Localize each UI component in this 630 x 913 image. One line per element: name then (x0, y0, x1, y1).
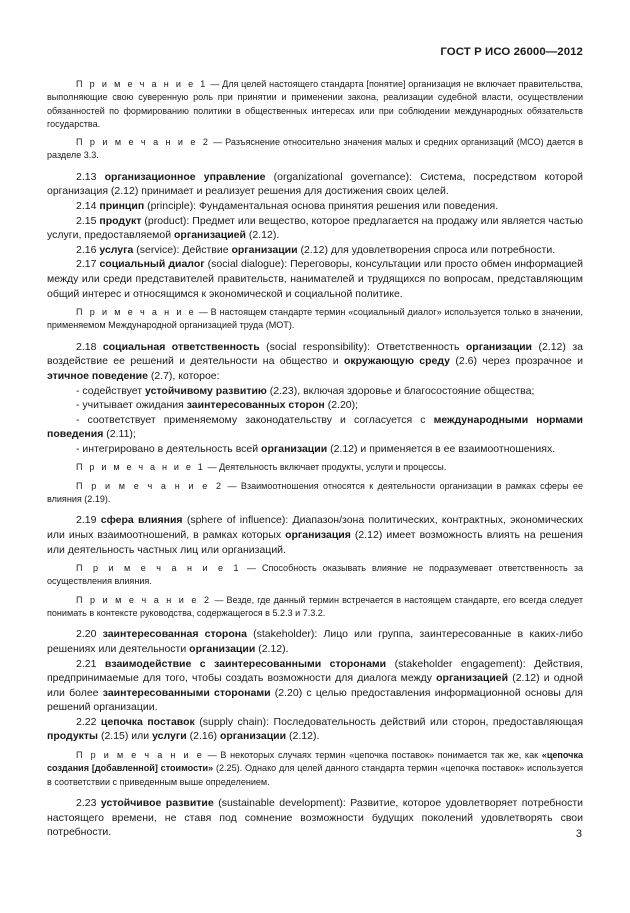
text-run: (2.7), которое: (147, 369, 220, 382)
text-run: — Деятельность включает продукты, услуги и процессы. (205, 462, 447, 473)
note-paragraph (47, 461, 583, 474)
text-run: 2.23 (76, 796, 101, 809)
bold-term: организацией (436, 672, 509, 685)
text-run: 2.14 (76, 199, 100, 212)
text-run: 2.18 (76, 340, 103, 353)
term-definition (47, 627, 583, 656)
text-run: (service): Действие (133, 243, 232, 256)
text-run: 2.19 (76, 514, 101, 527)
note-label: П р и м е ч а н и е 2 (76, 594, 212, 605)
term-definition (47, 796, 583, 840)
bold-term: окружающую среду (343, 355, 451, 368)
text-run: 2.13 (76, 170, 105, 183)
note-paragraph (47, 306, 583, 333)
bold-term: услуга (99, 243, 134, 256)
text-run: (social responsibility): Ответственность (259, 340, 466, 353)
term-definition (47, 715, 583, 744)
note-paragraph (47, 594, 583, 621)
text-run: (2.16) (186, 730, 220, 743)
text-run: 2.15 (76, 214, 100, 227)
term-definition (47, 214, 583, 243)
bold-term: заинтересованными сторонами (102, 686, 271, 699)
term-definition (47, 513, 583, 557)
bold-term: организации (465, 340, 532, 353)
bold-term: организационное управление (104, 170, 266, 183)
note-label: П р и м е ч а н и е (76, 307, 196, 318)
bold-term: взаимодействие с заинтересованными сторонами (104, 657, 387, 670)
text-run: (principle): Фундаментальная основа принятия решения или поведения. (144, 199, 499, 212)
document-body (47, 78, 583, 840)
text-run: 2.16 (76, 243, 100, 256)
text-run: 2.20 (76, 628, 103, 641)
bold-term: организации (231, 243, 298, 256)
text-run: (sphere of influence): Диапазон/зона политических, контрактных, экономических или иных взаимоотношений, в рамках которых (47, 514, 584, 541)
note-paragraph (47, 136, 583, 163)
bullet-item (47, 413, 583, 442)
text-run: 2.17 (76, 258, 100, 271)
text-run: (2.6) через прозрачное и (450, 355, 583, 368)
text-run: — Везде, где данный термин встречается в настоящем стандарте, его всегда следует понимать в контексте руководства, содержащегося в 5.2.3 и 7.3.2. (47, 594, 584, 619)
term-definition (47, 199, 583, 214)
bold-term: «цепочка создания [добавленной] стоимости» (47, 750, 583, 774)
bold-term: принцип (99, 199, 145, 212)
note-label: П р и м е ч а н и е (76, 750, 204, 761)
bold-term: организация (285, 528, 351, 541)
text-run: - учитывает ожидания (76, 399, 187, 412)
bold-term: социальная ответственность (102, 340, 260, 353)
note-paragraph (47, 480, 583, 507)
bold-term: услуги (152, 730, 187, 743)
text-run: — Способность оказывать влияние не подразумевает ответственность за осуществления влияния. (47, 563, 583, 587)
bold-term: заинтересованных сторон (186, 399, 325, 412)
bold-term: социальный диалог (99, 258, 205, 271)
term-definition (47, 657, 583, 715)
note-label: П р и м е ч а н и е 2 (76, 137, 211, 148)
note-label: П р и м е ч а н и е 1 (76, 563, 241, 574)
document-header: ГОСТ Р ИСО 26000—2012 (440, 46, 583, 58)
note-paragraph (47, 562, 583, 589)
text-run: — Для целей настоящего стандарта [понятие] организация не включает правительства, выполняющие свою суверенную роль при принятии и применении закона, реализации судебной власти, осуществлении обязанностей по формированию политики в общественных интересах или при соблюдении международных обязательств государства. (47, 79, 583, 129)
text-run: (2.25). Однако для целей данного стандарта термин «цепочка поставок» используется в соответствии с приведенным выше определением. (47, 763, 583, 787)
text-run: (organizational governance): Система, посредством которой организация (2.12) принимает и реализует решения для достижения своих целей. (47, 170, 583, 198)
text-run: (2.12) и применяется в ее взаимоотношениях. (327, 442, 556, 455)
bullet-item (47, 398, 583, 413)
text-run: (social dialogue): Переговоры, консультации или просто обмен информацией между или среди представителей правительств, нанимателей и трудящихся по вопросам, представляющим общий интерес и относящимся к экономической и социальной политике. (47, 258, 584, 300)
text-run: 2.22 (76, 715, 101, 728)
text-run: (2.12). (255, 642, 289, 655)
note-label: П р и м е ч а н и е 1 (76, 79, 208, 89)
text-run: (stakeholder): Лицо или группа, заинтересованные в каких-либо решениях или деятельности (47, 628, 583, 655)
bullet-item (47, 384, 583, 399)
text-run: (2.12) за воздействие ее решений и деятельности на общество и (47, 340, 583, 368)
text-run: 2.21 (76, 657, 105, 670)
bullet-item (47, 442, 583, 457)
text-run: (2.12) для удовлетворения спроса или потребности. (297, 243, 556, 256)
text-run: — В настоящем стандарте термин «социальный диалог» используется только в значении, применяемом Международной организацией труда (МОТ). (47, 307, 584, 331)
text-run: (2.20) с целью предоставления информационной основы для решений организации. (47, 686, 583, 714)
text-run: (product): Предмет или вещество, которое предлагается на продажу или является частью услуги, предоставляемой (47, 214, 583, 242)
text-run: (stakeholder engagement): Действия, предпринимаемые для того, чтобы создать возможности для диалога между (47, 657, 584, 685)
text-run: (2.12) и одной или более (47, 672, 583, 699)
text-run: (sustainable development): Развитие, которое удовлетворяет потребности настоящего времени, не ставя под сомнение возможности будущих поколений удовлетворять свои потребности. (47, 796, 583, 839)
bold-term: заинтересованная сторона (102, 628, 247, 641)
text-run: (2.12) имеет возможность влиять на решения или деятельность частных лиц или организаций. (47, 528, 583, 556)
text-run: (supply chain): Последовательность действий или сторон, предоставляющая (194, 715, 584, 728)
bold-term: организацией (174, 229, 246, 242)
note-label: П р и м е ч а н и е 2 (76, 480, 224, 491)
bold-term: международными нормами поведения (47, 413, 583, 441)
text-run: (2.12). (286, 730, 320, 743)
term-definition (47, 257, 583, 301)
text-run: (2.12). (245, 229, 280, 242)
text-run: (2.15) или (98, 730, 153, 743)
note-paragraph (47, 78, 583, 131)
text-run: (2.23), включая здоровье и благосостояние общества; (266, 384, 535, 397)
bold-term: сфера влияния (100, 514, 183, 527)
text-run: — Разъяснение относительно значения малых и средних организаций (МСО) дается в разделе 3.3. (47, 137, 584, 161)
note-paragraph (47, 749, 583, 789)
bold-term: цепочка поставок (100, 715, 195, 728)
text-run: — Взаимоотношения относятся к деятельности организации в рамках сферы ее влияния (2.19). (47, 480, 583, 505)
bold-term: продукты (47, 730, 99, 743)
text-run: — В некоторых случаях термин «цепочка поставок» понимается так же, как (203, 750, 542, 761)
text-run: (2.11); (103, 428, 136, 441)
text-run: - интегрировано в деятельность всей (76, 442, 262, 455)
term-definition (47, 340, 583, 384)
page-number: 3 (575, 828, 582, 840)
term-definition (47, 170, 583, 199)
note-label: П р и м е ч а н и е 1 (76, 462, 206, 473)
bold-term: устойчивому развитию (144, 384, 267, 397)
text-run: - соответствует применяемому законодательству и согласуется с (76, 413, 434, 426)
text-run: (2.20); (324, 399, 359, 412)
bold-term: устойчивое развитие (100, 796, 214, 809)
text-run: - содействует (76, 384, 145, 397)
bold-term: организации (261, 442, 328, 455)
bold-term: продукт (99, 214, 142, 227)
term-definition (47, 243, 583, 258)
bold-term: организации (189, 642, 256, 655)
bold-term: этичное поведение (47, 369, 148, 382)
bold-term: организации (219, 730, 287, 743)
